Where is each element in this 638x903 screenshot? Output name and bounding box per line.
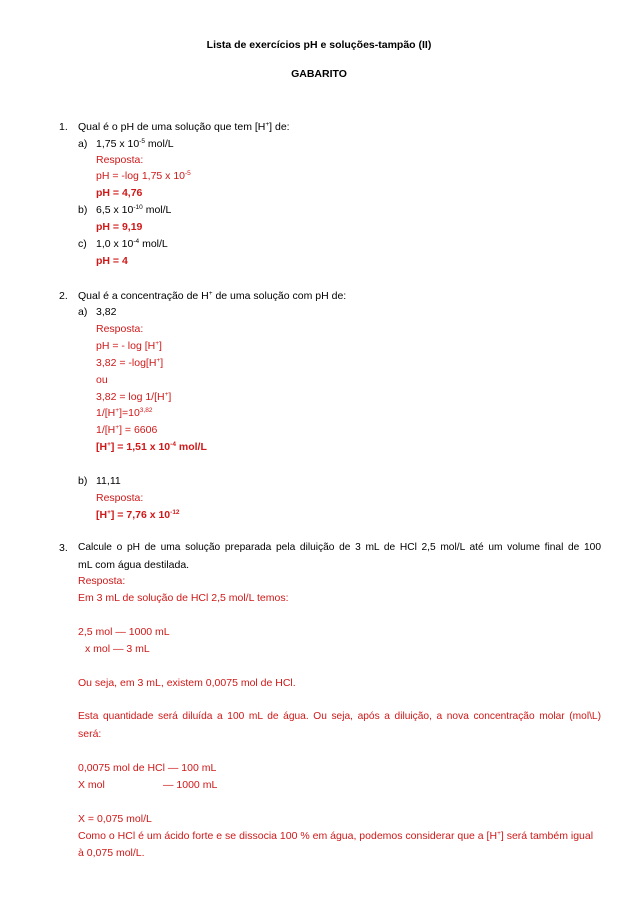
q2-a-step-or: ou — [96, 374, 108, 386]
q1-a-value: 1,75 x $10^{-5}$ mol/L — [96, 138, 174, 150]
q3-text-line-2: mL com água destilada. — [78, 559, 190, 571]
q3-text-line-1: Calcule o pH de uma solução preparada pela diluição de 3 mL de HCl 2,5 mol/L até um volume final de 100 — [78, 542, 601, 553]
q3-response-label: Resposta: — [78, 575, 126, 587]
q2-a-step-4: $1/[H^+]=10^{3,82}$ — [96, 407, 153, 419]
q3-conclusion-line-2: à 0,075 mol/L. — [78, 847, 145, 859]
q1-a-answer: pH = 4,76 — [96, 187, 143, 199]
q2-b-value: 11,11 — [96, 475, 121, 487]
q1-b-answer: pH = 9,19 — [96, 221, 143, 233]
q1-b-label: b) — [78, 204, 88, 216]
q3-response-intro: Em 3 mL de solução de HCl 2,5 mol/L temos: — [78, 592, 289, 604]
q2-a-step-2: 3,82 = -log[H+] — [96, 357, 164, 369]
q2-a-step-1: pH = - log [H+] — [96, 340, 162, 352]
q2-a-label: a) — [78, 306, 88, 318]
q3-proportion-1a: 2,5 mol — 1000 mL — [78, 626, 170, 638]
q2-b-answer: [H+] = 7,76 x $10^{-12}$ — [96, 509, 180, 521]
q1-text: Qual é o pH de uma solução que tem [H+] de: — [78, 121, 290, 133]
q2-b-label: b) — [78, 475, 88, 487]
q3-result: X = 0,075 mol/L — [78, 813, 152, 825]
q3-dilution-line-2: será: — [78, 728, 102, 740]
document-subtitle: GABARITO — [291, 68, 347, 80]
q1-a-response-label: Resposta: — [96, 154, 144, 166]
q2-a-step-3: 3,82 = log 1/[H+] — [96, 391, 172, 403]
q3-proportion-1b: x mol — 3 mL — [85, 643, 150, 655]
q2-number: 2. — [59, 290, 68, 302]
q2-b-response-label: Resposta: — [96, 492, 144, 504]
q2-a-value: 3,82 — [96, 306, 117, 318]
q3-number: 3. — [59, 542, 68, 554]
q1-c-value: 1,0 x $10^{-4}$ mol/L — [96, 238, 168, 250]
q2-a-response-label: Resposta: — [96, 323, 144, 335]
q3-conclusion-line-1: Como o HCl é um ácido forte e se dissocia 100 % em água, podemos considerar que a [H+] será também igual — [78, 830, 594, 842]
q3-moles-statement: Ou seja, em 3 mL, existem 0,0075 mol de HCl. — [78, 677, 296, 689]
q3-proportion-2b-left: X mol — [78, 779, 105, 791]
document-title: Lista de exercícios pH e soluções-tampão (II) — [206, 39, 432, 51]
q2-text: Qual é a concentração de H+ de uma solução com pH de: — [78, 290, 347, 302]
q1-c-answer: pH = 4 — [96, 255, 128, 267]
q2-a-answer: [H+] = 1,51 x $10^{-4}$ mol/L — [96, 441, 207, 453]
q3-proportion-2a: 0,0075 mol de HCl — 100 mL — [78, 762, 217, 774]
q1-a-label: a) — [78, 138, 88, 150]
q3-proportion-2b-right: — 1000 mL — [163, 779, 218, 791]
q1-a-calculation: pH = -log 1,75 x $10^{-5}$ — [96, 170, 191, 182]
q2-a-step-5: 1/[H+] = 6606 — [96, 424, 158, 436]
q1-number: 1. — [59, 121, 68, 133]
q1-c-label: c) — [78, 238, 87, 250]
q1-b-value: 6,5 x $10^{-10}$ mol/L — [96, 204, 172, 216]
q3-dilution-line-1: Esta quantidade será diluída a 100 mL de água. Ou seja, após a diluição, a nova concentração molar (mol\L) — [78, 711, 601, 722]
